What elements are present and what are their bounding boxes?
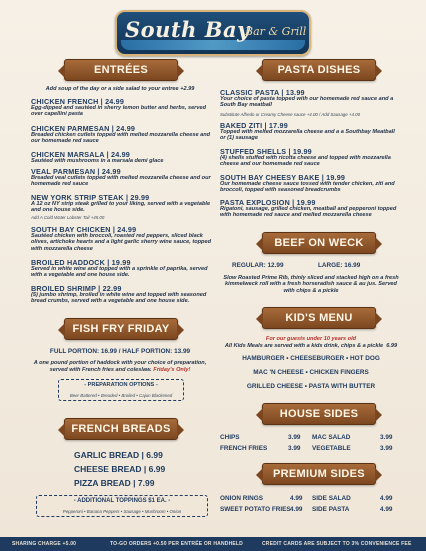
fish-desc-line2 [20, 367, 220, 373]
pasta-name: CLASSIC PASTA | 13.99 [220, 88, 305, 97]
footer-sharing-charge: SHARING CHARGE +5.00 [12, 541, 77, 547]
pasta-note: Substitute Alfredo or Creamy Cheese sauce +4.00 / Add Sausage +4.00 [220, 112, 361, 117]
french-breads-heading: FRENCH BREADS [64, 418, 178, 440]
fish-friday-only: Friday's Only! [153, 367, 191, 373]
logo-main-text: South Bay [125, 17, 250, 42]
kids-line-2: MAC 'N CHEESE • CHICKEN FINGERS [253, 369, 369, 376]
entree-name: VEAL PARMESAN | 24.99 [31, 167, 121, 176]
pasta-name: PASTA EXPLOSION | 19.99 [220, 198, 316, 207]
fish-fry-heading: FISH FRY FRIDAY [64, 318, 178, 340]
entree-desc: Sautéed chicken with broccoli, roasted red peppers, sliced black olives, artichoke hearts and a light garlic sherry wine sauce, topped with mozzarella cheese [31, 233, 211, 252]
kids-menu-heading: KID'S MENU [262, 307, 376, 329]
side-price: 4.99 [290, 495, 303, 502]
side-item: SIDE PASTA [312, 506, 350, 513]
kids-meal-note-text: All Kids Meals are served with a kids drink, chips & a pickle [224, 343, 384, 349]
side-item: MAC SALAD [312, 434, 351, 441]
side-item: FRENCH FRIES [220, 445, 268, 452]
fish-desc-text: served with French fries and coleslaw. [49, 367, 152, 373]
entree-desc: Sautéed with mushrooms in a marsala demi glace [31, 158, 164, 164]
side-item: ONION RINGS [220, 495, 263, 502]
pasta-desc: (4) shells stuffed with ricotta cheese and topped with mozzarella cheese and our homemade red sauce [220, 155, 391, 168]
footer-to-go: TO-GO ORDERS +0.50 PER ENTRÉE OR HANDHELD [110, 541, 243, 547]
side-price: 4.99 [290, 506, 303, 513]
kids-age-note: For our guests under 10 years old [265, 336, 357, 342]
preparation-options-title: - PREPARATION OPTIONS - [84, 382, 158, 388]
premium-sides-heading: PREMIUM SIDES [262, 463, 376, 485]
pasta-desc: Our homemade cheese sauce tossed with tender chicken, ziti and broccoli, topped with seasoned breadcrumbs [220, 181, 395, 194]
entree-name: CHICKEN PARMESAN | 24.99 [31, 124, 136, 133]
south-bay-logo [115, 10, 311, 56]
entree-desc: (5) jumbo shrimp, broiled in white wine and topped with seasoned bread crumbs, served with a vegetable and one house side. [31, 292, 207, 305]
side-price: 3.99 [288, 445, 301, 452]
fish-portions: FULL PORTION: 16.99 / HALF PORTION: 13.99 [49, 348, 191, 355]
entree-desc: Breaded chicken cutlets topped with melted mozzarella cheese and our homemade red sauce [31, 132, 211, 145]
house-sides-heading: HOUSE SIDES [262, 403, 376, 425]
side-item: SIDE SALAD [312, 495, 351, 502]
kids-meal-note [222, 343, 400, 349]
pasta-desc: Your choice of pasta topped with our homemade red sauce and a South Bay meatball [220, 96, 394, 109]
kids-line-1: HAMBURGER • CHEESEBURGER • HOT DOG [242, 355, 380, 362]
entree-name: NEW YORK STRIP STEAK | 29.99 [31, 193, 150, 202]
logo-sub-text: Bar & Grill [245, 25, 307, 38]
footer-credit-card: CREDIT CARDS ARE SUBJECT TO 3% CONVENIENCE FEE [262, 541, 412, 547]
beef-large-price: LARGE: 16.99 [318, 262, 361, 269]
side-item: VEGETABLE [312, 445, 351, 452]
beef-on-weck-heading: BEEF ON WECK [262, 232, 376, 254]
toppings-title: - ADDITIONAL TOPPINGS $1 EA. - [73, 498, 171, 504]
entree-desc: A 12 oz NY strip steak grilled to your liking, served with a vegetable and one house side. [31, 201, 211, 214]
bread-item: PIZZA BREAD | 7.99 [74, 478, 155, 488]
pasta-desc: Rigatoni, sausage, grilled chicken, meatball and pepperoni topped with homemade red sauce and melted mozzarella cheese [220, 206, 397, 219]
side-item: SWEET POTATO FRIES [220, 506, 291, 513]
side-item: CHIPS [220, 434, 240, 441]
entree-desc: Breaded veal cutlets topped with melted mozzarella cheese and our homemade red sauce [31, 175, 211, 188]
side-price: 4.99 [380, 495, 393, 502]
pasta-name: BAKED ZITI | 17.99 [220, 121, 288, 130]
toppings-list: Pepperoni • Banana Peppers • Sausage • Mushroom • Onion [62, 509, 182, 514]
entree-name: BROILED SHRIMP | 22.99 [31, 284, 122, 293]
beef-regular-price: REGULAR: 12.99 [232, 262, 284, 269]
pasta-desc: Topped with melted mozzarella cheese and a a Southbay Meatball or (1) sausage [220, 129, 395, 142]
fish-desc-line1: A one pound portion of haddock with your choice of preparation, [33, 360, 207, 366]
pasta-name: STUFFED SHELLS | 19.99 [220, 147, 312, 156]
entree-name: CHICKEN FRENCH | 24.99 [31, 97, 125, 106]
side-price: 3.99 [380, 434, 393, 441]
entree-name: SOUTH BAY CHICKEN | 24.99 [31, 225, 137, 234]
bread-item: CHEESE BREAD | 6.99 [74, 464, 166, 474]
bread-item: GARLIC BREAD | 6.99 [74, 450, 163, 460]
entree-note: Add A Cold Water Lobster Tail +45.00 [31, 215, 105, 220]
pasta-heading: PASTA DISHES [262, 59, 376, 81]
footer-bar [0, 537, 426, 551]
entrees-intro: Add soup of the day or a side salad to your entree +2.99 [45, 86, 195, 92]
kids-line-3: GRILLED CHEESE • PASTA WITH BUTTER [246, 383, 376, 390]
entree-desc: Egg-dipped and sautéed in sherry lemon butter and herbs, served over capellini pasta [31, 105, 206, 118]
side-price: 3.99 [380, 445, 393, 452]
entree-name: CHICKEN MARSALA | 24.99 [31, 150, 130, 159]
entree-name: BROILED HADDOCK | 19.99 [31, 258, 131, 267]
beef-desc: Slow Roasted Prime Rib, thinly sliced and stacked high on a fresh kimmelweck roll with a fresh horseradish sauce & au jus. Served with chips & a pickle [223, 275, 399, 294]
pasta-name: SOUTH BAY CHEESY BAKE | 19.99 [220, 173, 346, 182]
side-price: 4.99 [380, 506, 393, 513]
side-price: 3.99 [288, 434, 301, 441]
entrees-heading: ENTRÉES [64, 59, 178, 81]
preparation-options-list: Beer Battered • Breaded • Broiled • Cajun Blackened [69, 393, 173, 398]
entree-desc: Served in white wine and topped with a sprinkle of paprika, served with a vegetable and one house side. [31, 266, 208, 279]
kids-price: 6.99 [386, 343, 398, 349]
